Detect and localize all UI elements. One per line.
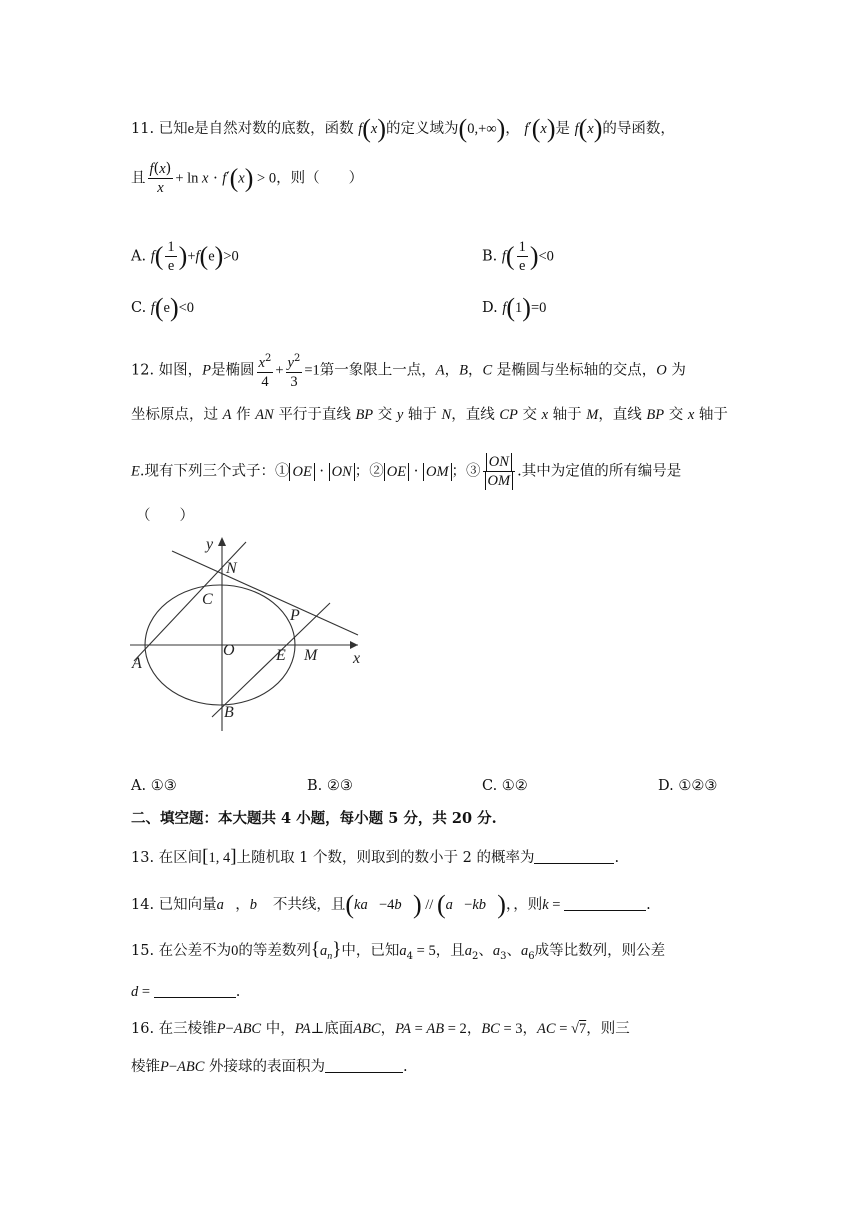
label-p: P — [290, 607, 300, 624]
q13-blank — [534, 863, 614, 864]
q11-line1: 11. 已知e是自然对数的底数，函数 f(x)的定义域为(0,+∞)， f′(x)是 f(x)的导函数， — [131, 114, 675, 143]
y-axis-arrow — [218, 537, 226, 546]
q15-blank — [154, 997, 236, 998]
label-n: N — [226, 560, 237, 577]
q16-line1: 16. 在三棱锥P−ABC 中，PA⊥底面ABC，PA = AB = 2，BC = 3，AC = √7，则三 — [131, 1021, 630, 1037]
q12-line3: E.现有下列三个式子：① OE · ON ；② OE · OM ；③ $\frac{ON}{OM}$ .其中为定值的所有编号是 — [131, 454, 682, 489]
line-cp — [172, 551, 358, 635]
q14: 14. 已知向量a⃗，b⃗ 不共线，且(ka⃗−4b⃗) // (a⃗−kb⃗)，，则k = . — [131, 890, 651, 919]
q16-line2: 棱锥P−ABC 外接球的表面积为 . — [131, 1059, 408, 1075]
label-e: E — [276, 647, 286, 664]
q11-option-c: C. f(e)<0 — [131, 293, 195, 322]
q15-line1: 15. 在公差不为0的等差数列$\{a_n\}$中，已知$a_4 = 5$，且$a_2$、$a_3$、$a_6$成等比数列，则公差 — [131, 939, 666, 962]
label-o: O — [223, 642, 235, 659]
label-x: x — [353, 650, 361, 667]
q15-line2: d = . — [131, 984, 241, 1000]
q11-line2: 且 $\frac{f(x)}{x}$ + ln x · f′(x) > 0，则（ ） — [131, 161, 364, 196]
q16-blank — [325, 1072, 403, 1073]
label-y: y — [206, 536, 214, 553]
q12-line1: 12. 如图，P是椭圆 $\frac{x^2}{4}$ + $\frac{y^2}{3}$ =1第一象限上一点，A，B，C 是椭圆与坐标轴的交点，O 为 — [131, 350, 686, 391]
q11-option-b: B. f( $\frac{1}{e}$ )<0 — [482, 239, 554, 274]
q12-line2: 坐标原点，过 A 作 AN 平行于直线 BP 交 y 轴于 N，直线 CP 交 x 轴于 M，直线 BP 交 x 轴于 — [131, 407, 728, 423]
q14-blank — [564, 910, 646, 911]
ellipse-diagram — [120, 525, 380, 735]
q12-option-b: B. ②③ — [307, 778, 353, 794]
q13: 13. 在区间[1, 4]上随机取 1 个数，则取到的数小于 2 的概率为 . — [131, 846, 620, 867]
label-c: C — [202, 591, 213, 608]
q12-answer-paren: （ ） — [136, 508, 194, 524]
q12-option-a: A. ①③ — [131, 778, 177, 794]
label-m: M — [304, 647, 318, 664]
section-heading: 二、填空题：本大题共 4 小题，每小题 5 分，共 20 分. — [131, 810, 497, 827]
label-a: A — [132, 655, 142, 672]
q11-option-a: A. f( $\frac{1}{e}$ )+f(e)>0 — [131, 239, 239, 274]
q12-option-d: D. ①②③ — [658, 778, 718, 794]
label-b: B — [224, 704, 234, 721]
x-axis-arrow — [350, 641, 358, 649]
q11-option-d: D. f(1)=0 — [482, 293, 547, 322]
q12-option-c: C. ①② — [482, 778, 528, 794]
